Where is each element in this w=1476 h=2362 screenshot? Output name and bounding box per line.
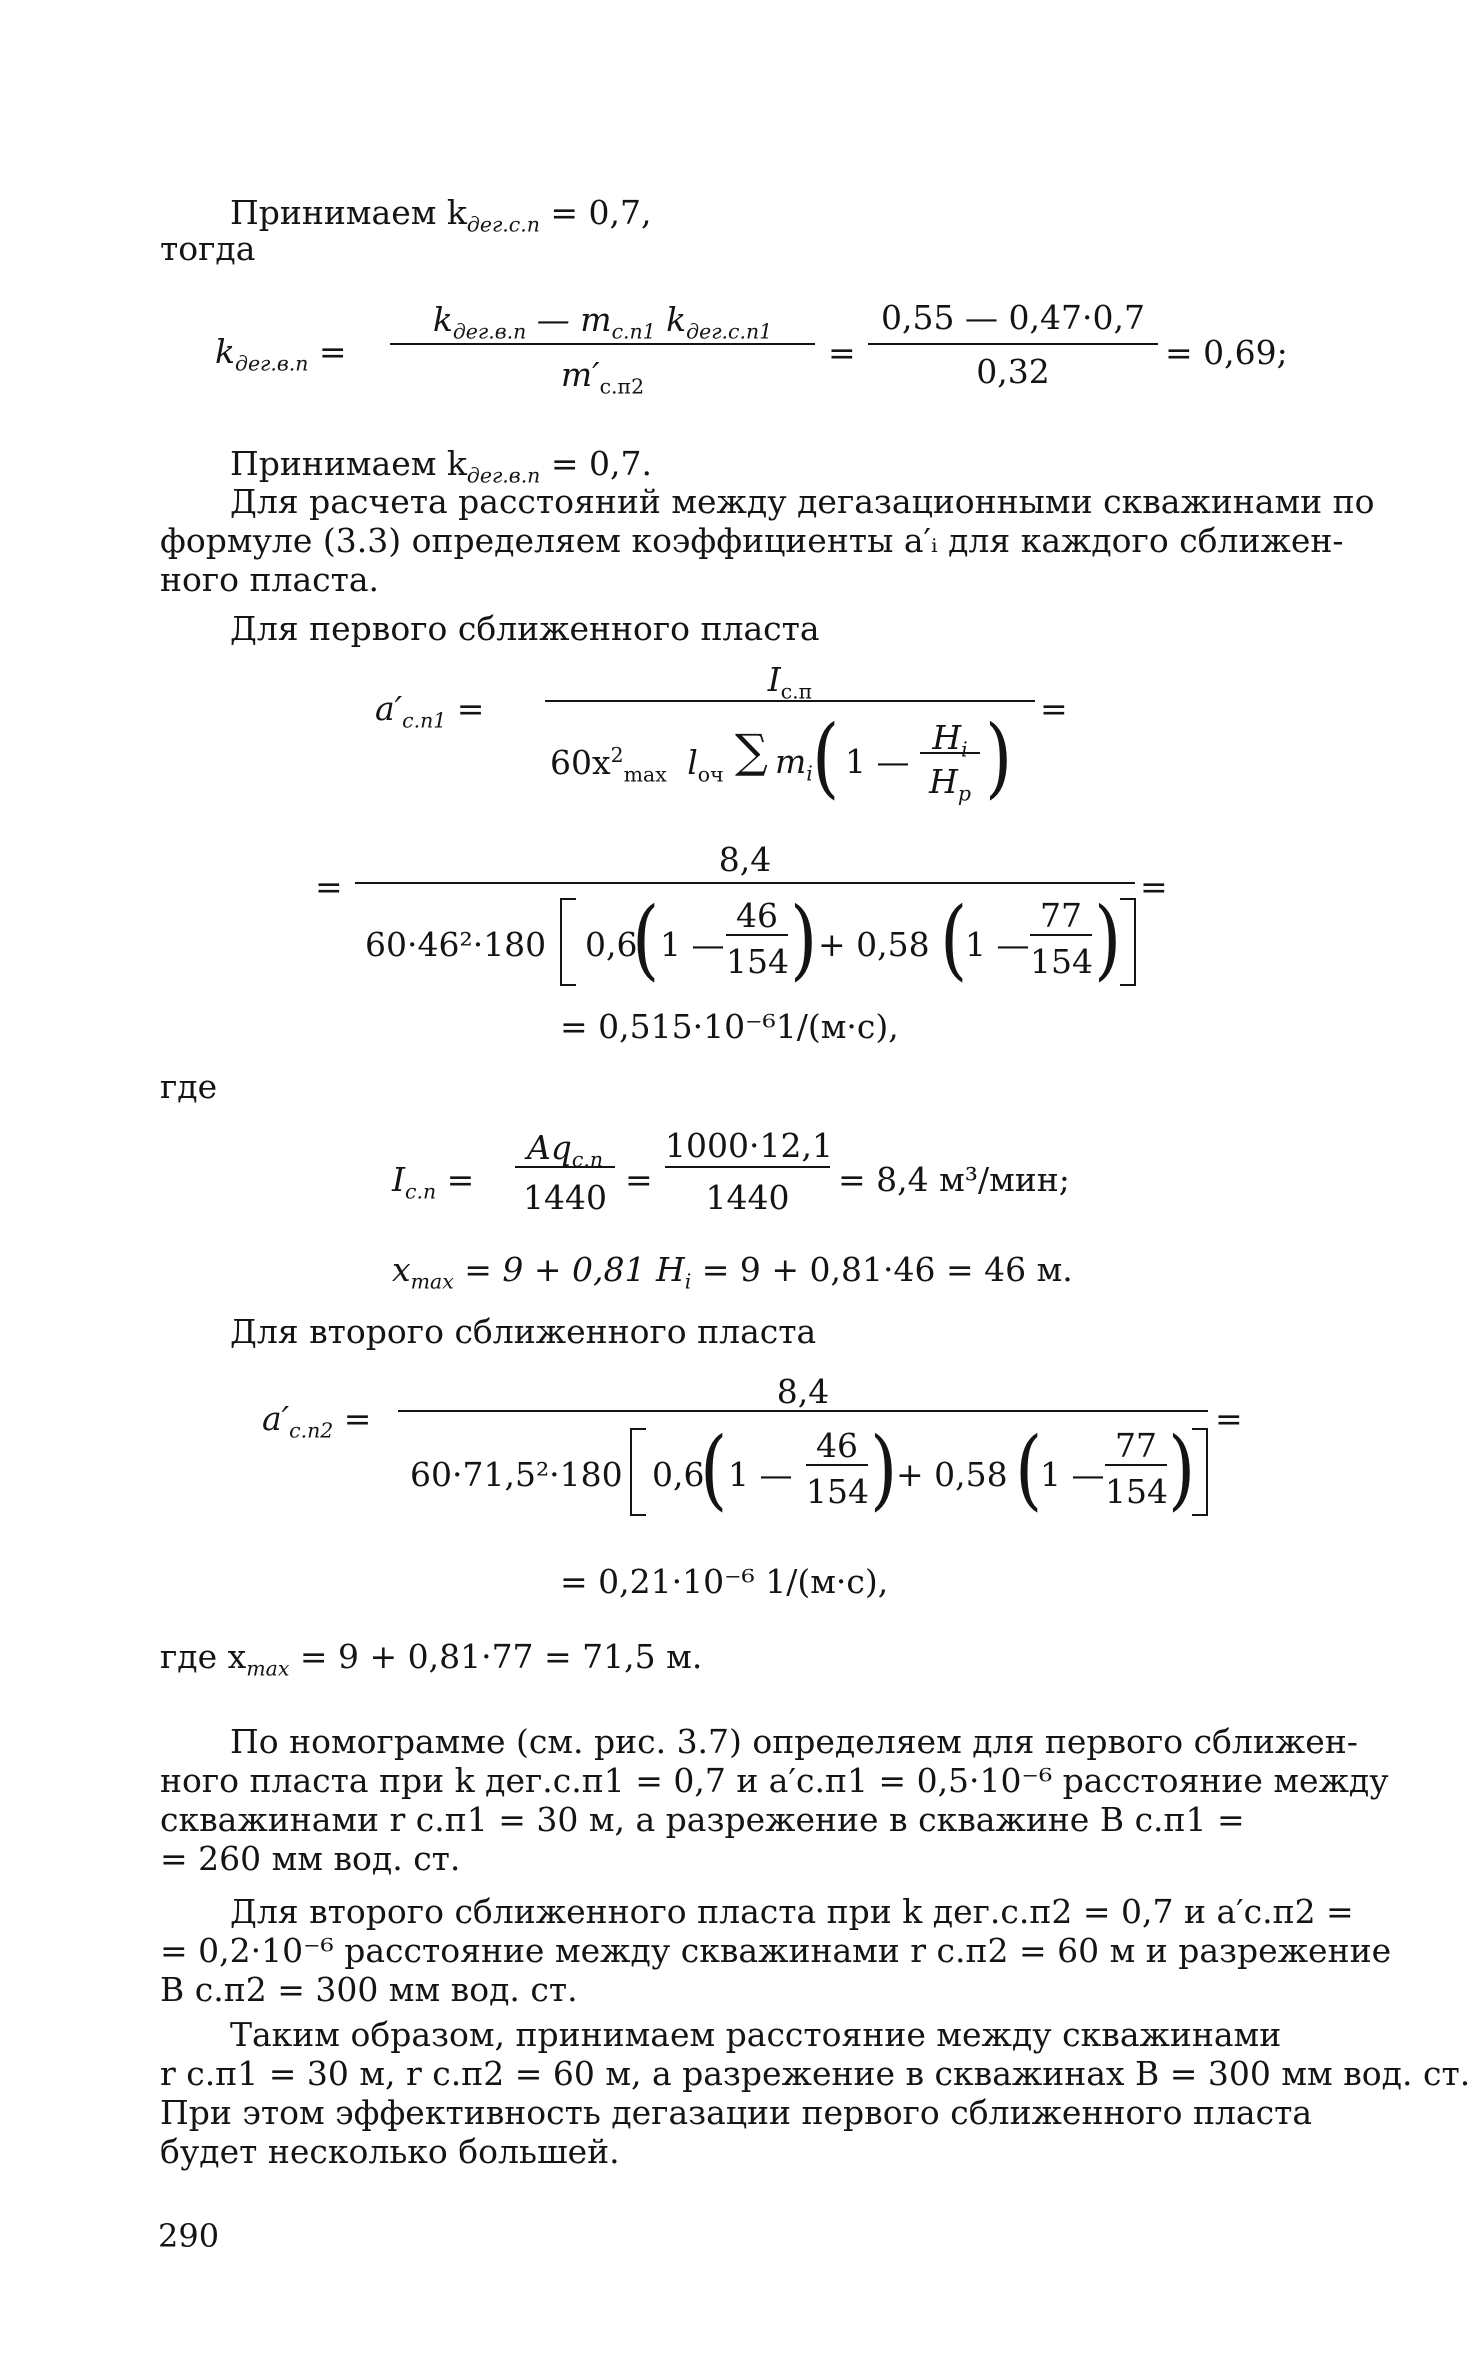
text-line: где — [160, 1067, 218, 1106]
text-line: Для второго сближенного пласта — [230, 1312, 817, 1351]
text-line: Для первого сближенного пласта — [230, 609, 820, 648]
text-line: Принимаем $k_{дег.с.п} = 0,7$, — [230, 193, 652, 237]
page-number: 290 — [158, 2217, 220, 2255]
formula-x-max-2: где $x_{max} = 9 + 0,81\cdot 77 = 71,5$ м. — [160, 1637, 703, 1681]
formula-x-max: $x_{max} = 9 + 0,81$ $H_i = 9 + 0,81\cdot 46 = 46$ м. — [392, 1250, 1073, 1294]
text-line: тогда — [160, 229, 256, 268]
text-line: Принимаем $k_{дег.в.п} = 0,7$. — [230, 444, 652, 488]
paragraph: Таким образом, принимаем расстояние между скважинами r с.п1 = 30 м, r с.п2 = 60 м, а разрежение в скважинах B = 300 мм вод. ст. При этом эффективность дегазации первого сближенного пласта будет несколько большей. — [160, 2015, 1471, 2171]
paragraph: Для второго сближенного пласта при k дег.с.п2 = 0,7 и a′с.п2 = = 0,2·10⁻⁶ расстояние между скважинами r с.п2 = 60 м и разрежение B с.п2 = 300 мм вод. ст. — [160, 1892, 1392, 2009]
paragraph: По номограмме (см. рис. 3.7) определяем для первого сближен- ного пласта при k дег.с.п1 = 0,7 и a′с.п1 = 0,5·10⁻⁶ расстояние между скважинами r с.п1 = 30 м, а разрежение в скважине B с.п1 = = 260 мм вод. ст. — [160, 1722, 1389, 1878]
paragraph: Для расчета расстояний между дегазационными скважинами по формуле (3.3) определяем коэффициенты a′ᵢ для каждого сближен- ного пласта. — [160, 482, 1375, 599]
